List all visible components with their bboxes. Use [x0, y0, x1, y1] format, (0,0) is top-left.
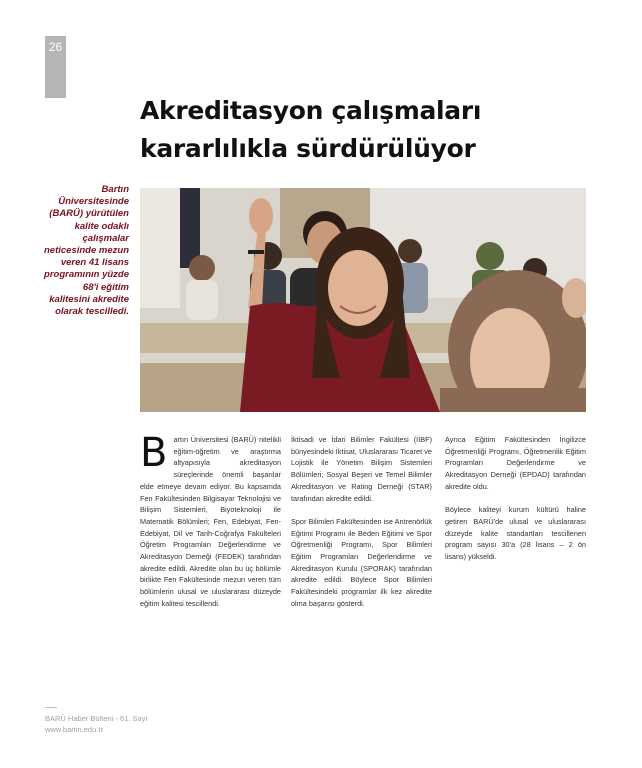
article-paragraph: İktisadi ve İdari Bilimler Fakültesi (İİBF) bünyesindeki İktisat, Uluslararası Ticaret ve Lojistik ile Yönetim Bilişim Sistemleri Bölümleri; Sosyal Beşeri ve Temel Bilimler Akreditasyon ve Rating Derneği (STAR) tarafından akredite edildi.: [291, 435, 432, 503]
pull-quote: Bartın Üniversitesinde (BARÜ) yürütülen kalite odaklı çalışmalar neticesinde mezun veren 41 lisans programının yüzde 68'i eğitim kalitesini akredite olarak tescilledi.: [44, 184, 129, 318]
footer-publication: BARÜ Haber Bülteni - 61. Sayı: [45, 714, 148, 723]
article-paragraph: Spor Bilimleri Fakültesinden ise Antrenörlük Eğitimi Programı ile Beden Eğitimi ve Spor Öğretmenliği Programı, Spor Bilimleri Eğitim Programları Değerlendirme ve Akreditasyon Kurulu (SPORAK) tarafından akredite edildi. Böylece Spor Bilimleri Fakültesindeki programlar ilk kez akredite olma başarısı gösterdi.: [291, 516, 432, 608]
article-title: Akreditasyon çalışmaları kararlılıkla sürdürülüyor: [140, 96, 482, 163]
article-paragraph: Ayrıca Eğitim Fakültesinden İngilizce Öğretmenliği Programı, Öğretmenlik Eğitim Programları Değerlendirme ve Akreditasyon Derneği (EPDAD) tarafından akredite oldu.: [445, 435, 586, 491]
paragraph-1-text: artın Üniversitesi (BARÜ) nitelikli eğitim-öğretim ve araştırma altyapısıyla akreditasyon süreçlerinde önemli başarılar elde etmeye devam ediyor. Bu kapsamda Fen Fakültesinden Bilgisayar Teknolojisi ve Bilişim Sistemleri, Biyoteknoloji ile Matematik Bölümleri; Fen, Edebiyat, Fen-Edebiyat, Dil ve Tarih-Coğrafya Fakülteleri Öğretim Programları Değerlendirme ve Akreditasyon Derneği (FEDEK) tarafından akredite edildi. Akredite olan bu üç bölümle birlikte Fen Fakültesinde mezun veren tüm bölümlerin ulusal ve uluslararası düzeyde eğitim kalitesi tescillendi.: [140, 435, 281, 608]
footer-divider: [45, 707, 57, 708]
page-number-tab: [45, 36, 66, 98]
article-column-1: [140, 430, 281, 621]
footer: [45, 713, 148, 735]
article-column-3: [445, 434, 586, 574]
drop-cap: B: [140, 430, 168, 476]
footer-url[interactable]: www.bartin.edu.tr: [45, 725, 103, 734]
article-photo: [140, 188, 586, 412]
article-paragraph: [140, 430, 281, 610]
page-number: 26: [48, 40, 63, 54]
article-paragraph: Böylece kaliteyi kurum kültürü haline getiren BARÜ'de ulusal ve uluslararası düzeyde kalite standartları tescillenen program sayısı 30'a (28 lisans – 2 ön lisans) yükseldi.: [445, 505, 586, 562]
article-column-2: [291, 434, 432, 621]
